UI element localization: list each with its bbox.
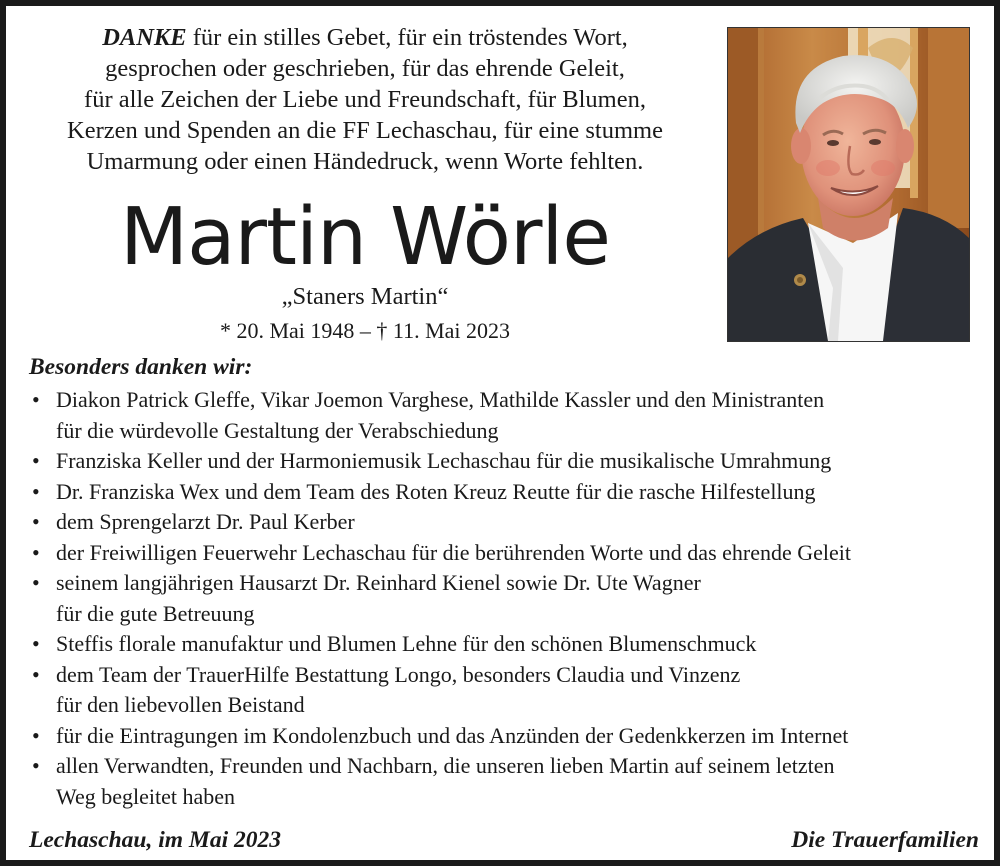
thanks-list xyxy=(32,385,992,812)
list-item-text: seinem langjährigen Hausarzt Dr. Reinhard Kienel sowie Dr. Ute Wagner xyxy=(56,570,701,595)
list-item-text: allen Verwandten, Freunden und Nachbarn, die unseren lieben Martin auf seinem letzten xyxy=(56,753,835,778)
list-item xyxy=(32,477,992,508)
list-item-text: für die gute Betreuung xyxy=(56,600,255,626)
list-item xyxy=(32,507,992,538)
list-item-text: Franziska Keller und der Harmoniemusik Lechaschau für die musikalische Umrahmung xyxy=(56,448,832,473)
list-item-text: Weg begleitet haben xyxy=(56,783,236,809)
bullet-icon: • xyxy=(32,448,40,473)
intro-line-3: für alle Zeichen der Liebe und Freundschaft, für Blumen, xyxy=(84,86,646,113)
bullet-icon: • xyxy=(32,509,40,534)
list-item-text: Dr. Franziska Wex und dem Team des Roten Kreuz Reutte für die rasche Hilfestellung xyxy=(56,478,816,504)
list-item xyxy=(32,446,992,477)
deceased-nickname: „Staners Martin“ xyxy=(281,283,449,310)
bullet-icon: • xyxy=(32,753,40,778)
list-item-text: für den liebevollen Beistand xyxy=(56,692,305,717)
list-item-text: Diakon Patrick Gleffe, Vikar Joemon Varghese, Mathilde Kassler und den Ministranten xyxy=(56,387,825,412)
list-item-text: der Freiwilligen Feuerwehr Lechaschau für die berührenden Worte und das ehrende Geleit xyxy=(56,539,852,565)
list-item xyxy=(32,721,992,752)
list-item xyxy=(32,568,992,629)
list-item-text: dem Team der TrauerHilfe Bestattung Longo, besonders Claudia und Vinzenz xyxy=(56,661,741,687)
life-dates: * 20. Mai 1948 – † 11. Mai 2023 xyxy=(219,318,511,343)
intro-line-5: Umarmung oder einen Händedruck, wenn Worte fehlten. xyxy=(86,148,644,175)
list-item-text: dem Sprengelarzt Dr. Paul Kerber xyxy=(56,509,355,534)
bullet-icon: • xyxy=(32,722,40,748)
deceased-name: Martin Wörle xyxy=(119,191,610,283)
intro-line-4: Kerzen und Spenden an die FF Lechaschau, für eine stumme xyxy=(67,117,663,144)
signature: Die Trauerfamilien xyxy=(791,827,979,853)
list-item xyxy=(32,538,992,569)
intro-line-1-rest: für ein stilles Gebet, für ein tröstendes Wort, xyxy=(186,24,628,51)
place-date: Lechaschau, im Mai 2023 xyxy=(29,827,281,853)
portrait-photo xyxy=(727,27,970,342)
list-item xyxy=(32,660,992,721)
bullet-icon: • xyxy=(32,387,40,412)
list-item-text: für die Eintragungen im Kondolenzbuch und das Anzünden der Gedenkkerzen im Internet xyxy=(56,722,849,748)
bullet-icon: • xyxy=(32,539,40,565)
intro-line-1 xyxy=(24,22,706,53)
bullet-icon: • xyxy=(32,661,40,687)
bullet-icon: • xyxy=(32,631,40,656)
list-item xyxy=(32,751,992,812)
list-item xyxy=(32,629,992,660)
danke-word: DANKE xyxy=(102,24,187,51)
intro-line-2: gesprochen oder geschrieben, für das ehrende Geleit, xyxy=(105,55,625,82)
intro-text xyxy=(24,22,706,177)
bullet-icon: • xyxy=(32,570,40,595)
list-item-text: Steffis florale manufaktur und Blumen Lehne für den schönen Blumenschmuck xyxy=(56,631,757,656)
bullet-icon: • xyxy=(32,478,40,504)
thanks-heading: Besonders danken wir: xyxy=(29,354,253,380)
list-item-text: für die würdevolle Gestaltung der Verabschiedung xyxy=(56,417,499,443)
list-item xyxy=(32,385,992,446)
